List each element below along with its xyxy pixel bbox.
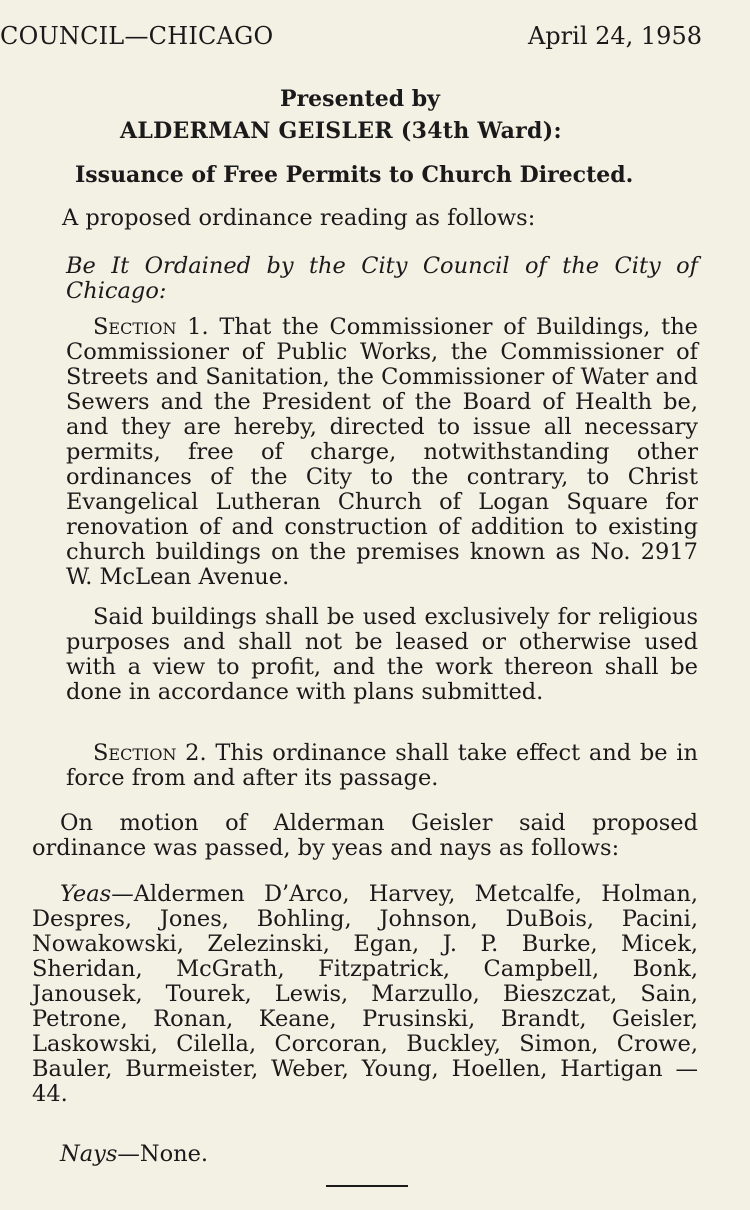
alderman-heading: ALDERMAN GEISLER (34th Ward): [120, 118, 562, 144]
enacting-clause: Be It Ordained by the City Council of the City of Chicago: [66, 253, 698, 304]
end-rule [326, 1185, 408, 1187]
said-buildings-paragraph: Said buildings shall be used exclusively for religious purposes and shall not be leased or otherwise used with a view to profit, and the work thereon shall be done in accordance with plans submitted. [66, 604, 698, 705]
section-2-label: Section 2. [93, 740, 207, 766]
intro-paragraph: A proposed ordinance reading as follows: [62, 205, 536, 231]
motion-paragraph: On motion of Alderman Geisler said proposed ordinance was passed, by yeas and nays as follows: [32, 810, 698, 861]
page-date: April 24, 1958 [527, 22, 702, 50]
yeas-paragraph [32, 882, 698, 1107]
section-2-paragraph [66, 741, 698, 791]
section-1-paragraph [66, 315, 698, 590]
section-1-label: Section 1. [93, 314, 209, 340]
presented-by-line: Presented by [280, 86, 440, 112]
running-header: COUNCIL—CHICAGO [0, 22, 274, 50]
nays-text: —None. [117, 1141, 209, 1167]
ordinance-title: Issuance of Free Permits to Church Directed. [75, 162, 634, 188]
section-2-text: This ordinance shall take effect and be in force from and after its passage. [66, 740, 698, 791]
yeas-label: Yeas [60, 881, 112, 907]
yeas-text: —Aldermen D’Arco, Harvey, Metcalfe, Holman, Despres, Jones, Bohling, Johnson, DuBois, Pacini, Nowakowski, Zelezinski, Egan, J. P. Burke, Micek, Sheridan, McGrath, Fitzpatrick, Campbell, Bonk, Janousek, Tourek, Lewis, Marzullo, Bieszczat, Sain, Petrone, Ronan, Keane, Prusinski, Brandt, Geisler, Laskowski, Cilella, Corcoran, Buckley, Simon, Crowe, Bauler, Burmeister, Weber, Young, Hoellen, Hartigan —44. [32, 881, 698, 1107]
nays-paragraph [60, 1142, 208, 1167]
nays-label: Nays [60, 1141, 118, 1167]
section-1-text: That the Commissioner of Buildings, the Commissioner of Public Works, the Commissioner of Streets and Sanitation, the Commissioner of Water and Sewers and the President of the Board of Health be, and they are hereby, directed to issue all necessary permits, free of charge, notwithstanding other ordinances of the City to the contrary, to Christ Evangelical Lutheran Church of Logan Square for renovation of and construction of addition to existing church buildings on the premises known as No. 2917 W. McLean Avenue. [66, 314, 698, 590]
